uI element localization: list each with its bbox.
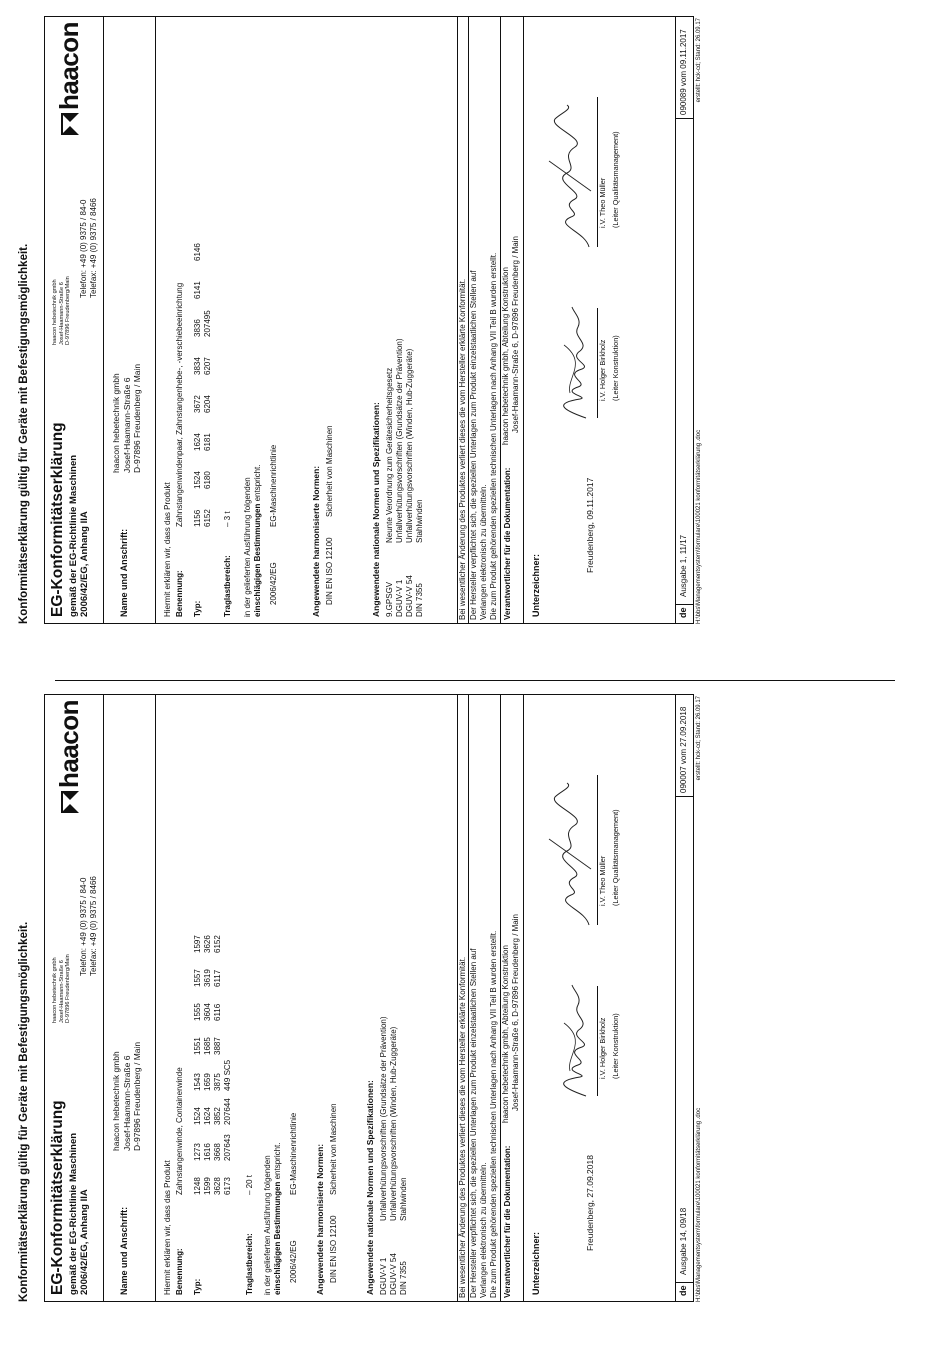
form-subtitle-1: gemäß der EG-Richtlinie Maschinen xyxy=(68,1132,79,1295)
validity-note: Bei wesentlicher Änderung des Produktes verliert dieses die vom Hersteller erklärte Konformität. xyxy=(458,278,467,620)
type-cell: 3668 xyxy=(213,1143,222,1161)
directive-code: 2006/42/EG xyxy=(269,562,278,605)
responsible-line-1: haacon hebetechnik gmbh, Abteilung Konstruktion xyxy=(501,945,510,1123)
responsible-line-2: Josef-Haamann-Straße 6, D-97896 Freudenberg / Main xyxy=(511,236,520,433)
type-cell: 3836 xyxy=(193,319,202,337)
typ-label: Typ: xyxy=(193,1278,202,1295)
haacon-logo: haacon xyxy=(54,22,85,135)
edition: Ausgabe 14, 09/18 xyxy=(679,1207,688,1275)
load-label: Traglastbereich: xyxy=(245,1233,254,1295)
responsible-line-1: haacon hebetechnik gmbh, Abteilung Konstruktion xyxy=(501,267,510,445)
intro-text: Hiermit erklären wir, dass das Produkt xyxy=(163,482,172,617)
national-heading: Angewendete nationale Normen und Spezifikationen: xyxy=(371,402,381,617)
declaration-form xyxy=(44,16,694,624)
type-cell: 449 SC5 xyxy=(223,1059,232,1091)
type-cell: 207643 xyxy=(223,1134,232,1161)
signer-heading: Unterzeichner: xyxy=(531,553,541,617)
type-number-grid xyxy=(193,919,233,1195)
form-title: EG-Konformitätserklärung xyxy=(49,1100,66,1295)
type-cell: 3619 xyxy=(203,969,212,987)
delivered-line-2: einschlägigen Bestimmungen entspricht. xyxy=(273,1142,282,1295)
created-note: erstellt: hck-cd; Stand: 26.09.17 xyxy=(696,696,702,781)
declaration-form xyxy=(44,694,694,1302)
type-cell: 1156 xyxy=(193,509,202,527)
file-path: H:\bbs\Managementsystem\formulare\100021 konformitätserklärung .doc xyxy=(696,1107,702,1302)
type-cell: 6117 xyxy=(213,969,222,987)
responsible-line-2: Josef-Haamann-Straße 6, D-97896 Freudenberg / Main xyxy=(511,914,520,1111)
type-cell: 1685 xyxy=(203,1037,212,1055)
form-subtitle-2: 2006/42/EG, Anhang IIA xyxy=(79,1189,90,1295)
delivered-line-2: einschlägigen Bestimmungen entspricht. xyxy=(253,464,262,617)
signer1-role: (Leiter Konstruktion) xyxy=(611,1013,620,1079)
created-note: erstellt: hck-cd; Stand: 26.09.17 xyxy=(696,18,702,103)
type-cell: 6180 xyxy=(203,471,212,489)
load-label: Traglastbereich: xyxy=(223,555,232,617)
type-cell: 3604 xyxy=(203,1003,212,1021)
benennung-label: Benennung: xyxy=(175,1248,184,1295)
form-subtitle-1: gemäß der EG-Richtlinie Maschinen xyxy=(68,454,79,617)
responsible-label: Verantwortlicher für die Dokumentation: xyxy=(503,467,512,620)
type-cell: 1624 xyxy=(203,1107,212,1125)
type-cell: 6146 xyxy=(193,243,202,261)
type-cell: 1248 xyxy=(193,1177,202,1195)
type-cell: 3852 xyxy=(213,1107,222,1125)
type-cell: 1551 xyxy=(193,1037,202,1055)
declaration-2017 xyxy=(0,18,720,680)
national-heading: Angewendete nationale Normen und Spezifikationen: xyxy=(365,1080,375,1295)
type-cell: 3628 xyxy=(213,1177,222,1195)
type-cell: 207495 xyxy=(203,310,212,337)
declaration-heading: Konformitätserklärung gültig für Geräte mit Befestigungsmöglichkeit. xyxy=(18,921,30,1302)
type-cell: 1659 xyxy=(203,1073,212,1091)
company-small-address: haacon hebetechnik gmbh Josef-Haamann-Straße 6 D-97896 Freudenberg/Main xyxy=(52,954,72,1023)
type-cell: 1557 xyxy=(193,969,202,987)
type-cell: 1597 xyxy=(193,935,202,953)
signer1-name: i.V. Holger Birkholz xyxy=(598,1017,607,1079)
benennung-value: Zahnstangenwinde, Containerwinde xyxy=(175,1067,184,1195)
signer1-name: i.V. Holger Birkholz xyxy=(598,339,607,401)
haacon-logo-icon xyxy=(61,791,79,813)
contact-block xyxy=(79,198,99,298)
typ-label: Typ: xyxy=(193,600,202,617)
harmonised-heading: Angewendete harmonisierte Normen: xyxy=(315,1143,325,1295)
load-value: – 3 t xyxy=(223,511,232,527)
type-cell: 3626 xyxy=(203,935,212,953)
signature-mueller xyxy=(545,779,597,929)
load-value: – 20 t xyxy=(245,1174,254,1195)
harmonised-name: Sicherheit von Maschinen xyxy=(325,425,334,517)
signer1-role: (Leiter Konstruktion) xyxy=(611,335,620,401)
document-number: 090007 vom 27.09.2018 xyxy=(679,706,688,793)
haacon-logo: haacon xyxy=(54,700,85,813)
signature-birkholz xyxy=(550,981,595,1101)
signer2-role: (Leiter Qualitätsmanagement) xyxy=(611,809,620,906)
declaration-heading: Konformitätserklärung gültig für Geräte mit Befestigungsmöglichkeit. xyxy=(18,243,30,624)
declaration-2018 xyxy=(0,696,720,1360)
delivered-line-1: in der gelieferten Ausführung folgenden xyxy=(263,1155,272,1295)
national-codes: DGUV-V 1 DGUV-V 54 DIN 7355 xyxy=(379,1253,408,1295)
signature-birkholz xyxy=(550,303,595,423)
type-cell: 1624 xyxy=(193,433,202,451)
signature-mueller xyxy=(545,101,597,251)
harmonised-heading: Angewendete harmonisierte Normen: xyxy=(311,465,321,617)
harmonised-code: DIN EN ISO 12100 xyxy=(325,537,334,605)
signer2-name: i.V. Theo Müller xyxy=(598,855,607,906)
national-codes: 9.GPSGV DGUV-V 1 DGUV-V 54 DIN 7355 xyxy=(385,575,424,617)
harmonised-name: Sicherheit von Maschinen xyxy=(329,1103,338,1195)
type-cell: 1555 xyxy=(193,1003,202,1021)
national-names: Unfallverhütungsvorschriften (Grundsätze der Prävention) Unfallverhütungsvorschriften (Winden, Hub-Zuggeräte) Stahlwinden xyxy=(379,1016,408,1221)
directive-code: 2006/42/EG xyxy=(289,1240,298,1283)
directive-name: EG-Maschinenrichtlinie xyxy=(289,1112,298,1195)
type-cell: 1616 xyxy=(203,1143,212,1161)
type-cell: 6173 xyxy=(223,1177,232,1195)
phone-number: Telefon: +49 (0) 9375 / 84-0 xyxy=(79,199,88,298)
name-label: Name und Anschrift: xyxy=(119,528,129,617)
document-number: 090089 vom 09.11.2017 xyxy=(679,29,688,115)
type-cell: 1543 xyxy=(193,1073,202,1091)
type-cell: 3672 xyxy=(193,395,202,413)
benennung-value: Zahnstangenwindenpaar, Zahnstangenhebe-, -verschiebeeinrichtung xyxy=(175,282,184,527)
page-divider xyxy=(55,680,895,681)
type-cell: 1599 xyxy=(203,1177,212,1195)
type-cell: 1524 xyxy=(193,1107,202,1125)
type-cell: 6141 xyxy=(193,281,202,299)
contact-block xyxy=(79,876,99,976)
type-cell: 1273 xyxy=(193,1143,202,1161)
directive-name: EG-Maschinenrichtlinie xyxy=(269,444,278,527)
obligation-text: Der Hersteller verpflichtet sich, die speziellen Unterlagen zum Produkt einzelstaatlichen Stellen auf Verlangen elektronisch zu übermitteln. Die zum Produkt gehörenden speziellen technischen Unterlagen nach Anhang VII Teil B wurden erstellt. xyxy=(469,930,498,1298)
signer-heading: Unterzeichner: xyxy=(531,1231,541,1295)
fax-number: Telefax: +49 (0) 9375 / 8466 xyxy=(89,198,98,298)
delivered-line-1: in der gelieferten Ausführung folgenden xyxy=(243,477,252,617)
type-cell: 6204 xyxy=(203,395,212,413)
obligation-text: Der Hersteller verpflichtet sich, die speziellen Unterlagen zum Produkt einzelstaatlichen Stellen auf Verlangen elektronisch zu übermitteln. Die zum Produkt gehörenden speziellen technischen Unterlagen nach Anhang VII Teil B wurden erstellt. xyxy=(469,252,498,620)
type-cell: 6116 xyxy=(213,1003,222,1021)
company-small-address: haacon hebetechnik gmbh Josef-Haamann-Straße 6 D-97896 Freudenberg/Main xyxy=(52,276,72,345)
company-address: haacon hebetechnik gmbh Josef-Haamann-Straße 6 D-97896 Freudenberg / Main xyxy=(111,363,142,473)
harmonised-code: DIN EN ISO 12100 xyxy=(329,1215,338,1283)
company-address: haacon hebetechnik gmbh Josef-Haamann-Straße 6 D-97896 Freudenberg / Main xyxy=(111,1041,142,1151)
signer2-role: (Leiter Qualitätsmanagement) xyxy=(611,131,620,228)
language-code: de xyxy=(678,1285,688,1296)
responsible-label: Verantwortlicher für die Dokumentation: xyxy=(503,1145,512,1298)
type-cell: 6152 xyxy=(213,935,222,953)
validity-note: Bei wesentlicher Änderung des Produktes verliert dieses die vom Hersteller erklärte Konformität. xyxy=(458,956,467,1298)
fax-number: Telefax: +49 (0) 9375 / 8466 xyxy=(89,876,98,976)
type-cell: 207644 xyxy=(223,1098,232,1125)
place-date: Freudenberg, 09.11.2017 xyxy=(585,477,595,573)
type-number-grid xyxy=(193,223,213,527)
type-cell: 3834 xyxy=(193,357,202,375)
language-code: de xyxy=(678,607,688,618)
benennung-label: Benennung: xyxy=(175,570,184,617)
file-path: H:\bbs\Managementsystem\formulare\100021 konformitätserklärung .doc xyxy=(696,429,702,624)
type-cell: 1524 xyxy=(193,471,202,489)
name-address-row xyxy=(103,695,156,1301)
form-title: EG-Konformitätserklärung xyxy=(49,422,66,617)
type-cell: 6181 xyxy=(203,433,212,451)
national-names: Neunte Verordnung zum Gerätesicherheitsgesetz Unfallverhütungsvorschriften (Grundsätze der Prävention) Unfallverhütungsvorschriften (Winden, Hub-Zuggeräte) Stahlwinden xyxy=(385,338,424,543)
form-subtitle-2: 2006/42/EG, Anhang IIA xyxy=(79,511,90,617)
phone-number: Telefon: +49 (0) 9375 / 84-0 xyxy=(79,877,88,976)
signer2-name: i.V. Theo Müller xyxy=(598,177,607,228)
haacon-logo-icon xyxy=(61,113,79,135)
type-cell: 6207 xyxy=(203,357,212,375)
intro-text: Hiermit erklären wir, dass das Produkt xyxy=(163,1160,172,1295)
name-label: Name und Anschrift: xyxy=(119,1206,129,1295)
type-cell: 3887 xyxy=(213,1037,222,1055)
form-header xyxy=(45,17,104,623)
type-cell: 6152 xyxy=(203,509,212,527)
type-cell: 3875 xyxy=(213,1073,222,1091)
place-date: Freudenberg, 27.09.2018 xyxy=(585,1155,595,1251)
name-address-row xyxy=(103,17,156,623)
form-header xyxy=(45,695,104,1301)
edition: Ausgabe 1, 11/17 xyxy=(679,534,688,597)
